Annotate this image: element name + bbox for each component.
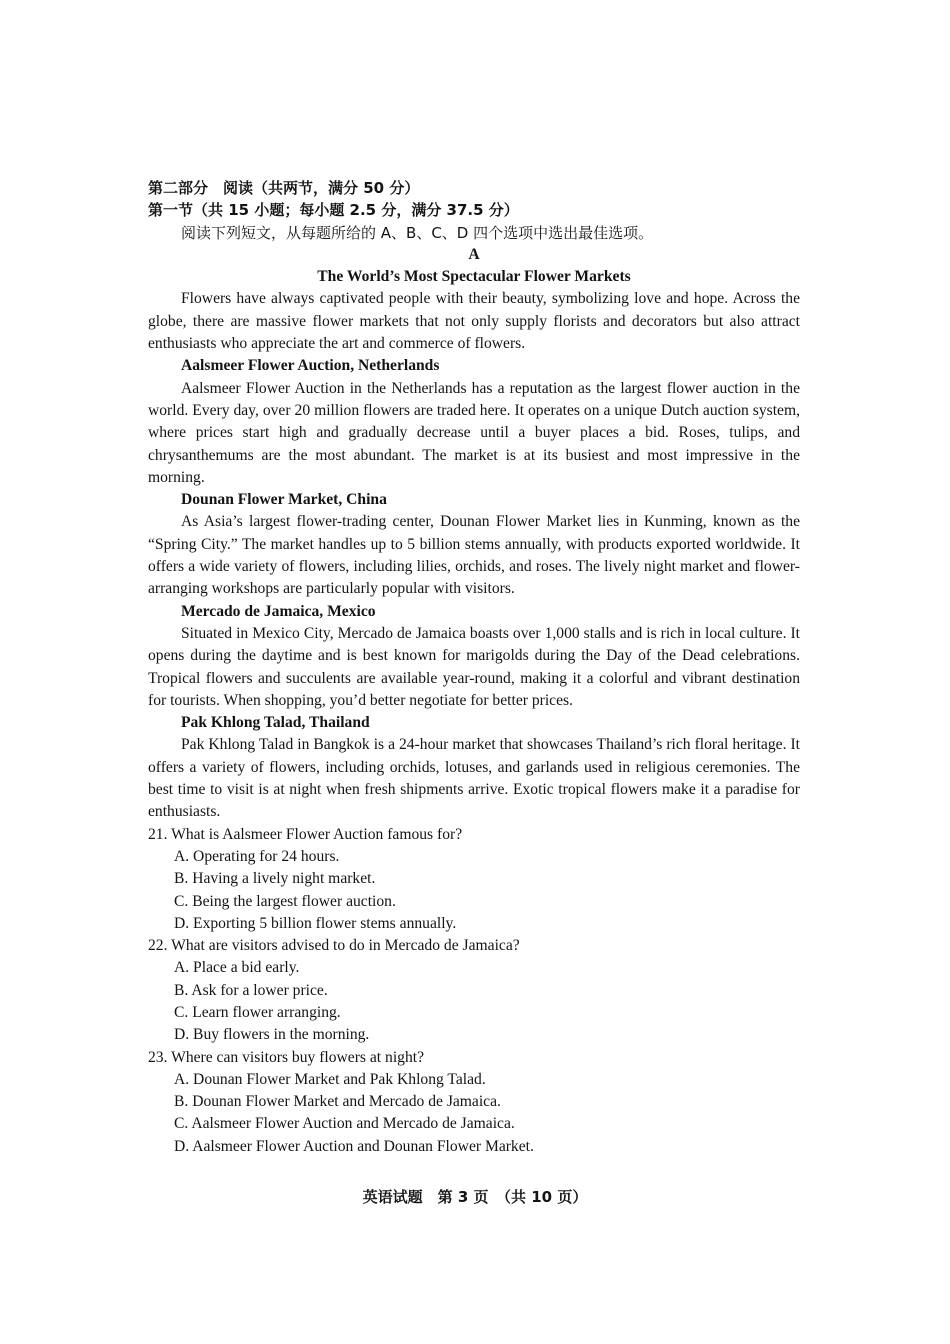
answer-option: C. Being the largest flower auction. [174, 892, 396, 910]
answer-option: D. Exporting 5 billion flower stems annually. [174, 914, 457, 932]
market-paragraph: Situated in Mexico City, Mercado de Jamaica boasts over 1,000 stalls and is rich in local culture. It opens during the daytime and is best known for marigolds during the Day of the Dead celebrations. Tropical flowers and succulents are available year-round, making it a colorful and vibrant destination for tourists. When shopping, you’d better negotiate for better prices. [148, 624, 800, 709]
question-stem: 21. What is Aalsmeer Flower Auction famous for? [148, 825, 463, 843]
market-heading: Dounan Flower Market, China [181, 491, 387, 509]
question-stem: 22. What are visitors advised to do in Mercado de Jamaica? [148, 937, 520, 955]
instruction-text: 阅读下列短文，从每题所给的 A、B、C、D 四个选项中选出最佳选项。 [181, 223, 654, 242]
question-stem: 23. Where can visitors buy flowers at night? [148, 1048, 424, 1066]
answer-option: B. Having a lively night market. [174, 870, 376, 888]
answer-option: A. Place a bid early. [174, 959, 300, 977]
market-heading: Aalsmeer Flower Auction, Netherlands [181, 357, 440, 375]
part-heading: 第二部分 阅读（共两节，满分 50 分） [148, 179, 420, 197]
intro-paragraph: Flowers have always captivated people with their beauty, symbolizing love and hope. Across the globe, there are massive flower markets that not only supply florists and decorators but also attract enthusiasts who appreciate the art and commerce of flowers. [148, 290, 800, 353]
page-content [148, 177, 800, 1158]
market-heading: Mercado de Jamaica, Mexico [181, 602, 376, 620]
market-paragraph: As Asia’s largest flower-trading center, Dounan Flower Market lies in Kunming, known as the “Spring City.” The market handles up to 5 billion stems annually, with products exported worldwide. It offers a wide variety of flowers, including lilies, orchids, and roses. The lively night market and flower-arranging workshops are particularly popular with visitors. [148, 513, 800, 598]
answer-option: D. Buy flowers in the morning. [174, 1026, 370, 1044]
answer-option: B. Ask for a lower price. [174, 981, 328, 999]
answer-option: D. Aalsmeer Flower Auction and Dounan Flower Market. [174, 1137, 534, 1155]
answer-option: C. Aalsmeer Flower Auction and Mercado de Jamaica. [174, 1115, 515, 1133]
answer-option: A. Operating for 24 hours. [174, 847, 340, 865]
section-heading: 第一节（共 15 小题；每小题 2.5 分，满分 37.5 分） [148, 201, 519, 220]
passage-title: The World’s Most Spectacular Flower Markets [317, 268, 631, 286]
answer-option: A. Dounan Flower Market and Pak Khlong Talad. [174, 1070, 486, 1088]
passage-letter: A [468, 245, 480, 263]
market-heading: Pak Khlong Talad, Thailand [181, 714, 370, 732]
answer-option: B. Dounan Flower Market and Mercado de Jamaica. [174, 1093, 501, 1111]
answer-option: C. Learn flower arranging. [174, 1003, 341, 1021]
page-footer: 英语试题 第 3 页 （共 10 页） [362, 1188, 588, 1206]
market-paragraph: Aalsmeer Flower Auction in the Netherlands has a reputation as the largest flower auction in the world. Every day, over 20 million flowers are traded here. It operates on a unique Dutch auction system, where prices start high and gradually decrease until a buyer places a bid. Roses, tulips, and chrysanthemums are the most abundant. The market is at its busiest and most impressive in the morning. [148, 379, 800, 486]
market-paragraph: Pak Khlong Talad in Bangkok is a 24-hour market that showcases Thailand’s rich floral heritage. It offers a variety of flowers, including orchids, lotuses, and garlands used in religious ceremonies. The best time to visit is at night when fresh shipments arrive. Exotic tropical flowers make it a paradise for enthusiasts. [148, 736, 800, 821]
